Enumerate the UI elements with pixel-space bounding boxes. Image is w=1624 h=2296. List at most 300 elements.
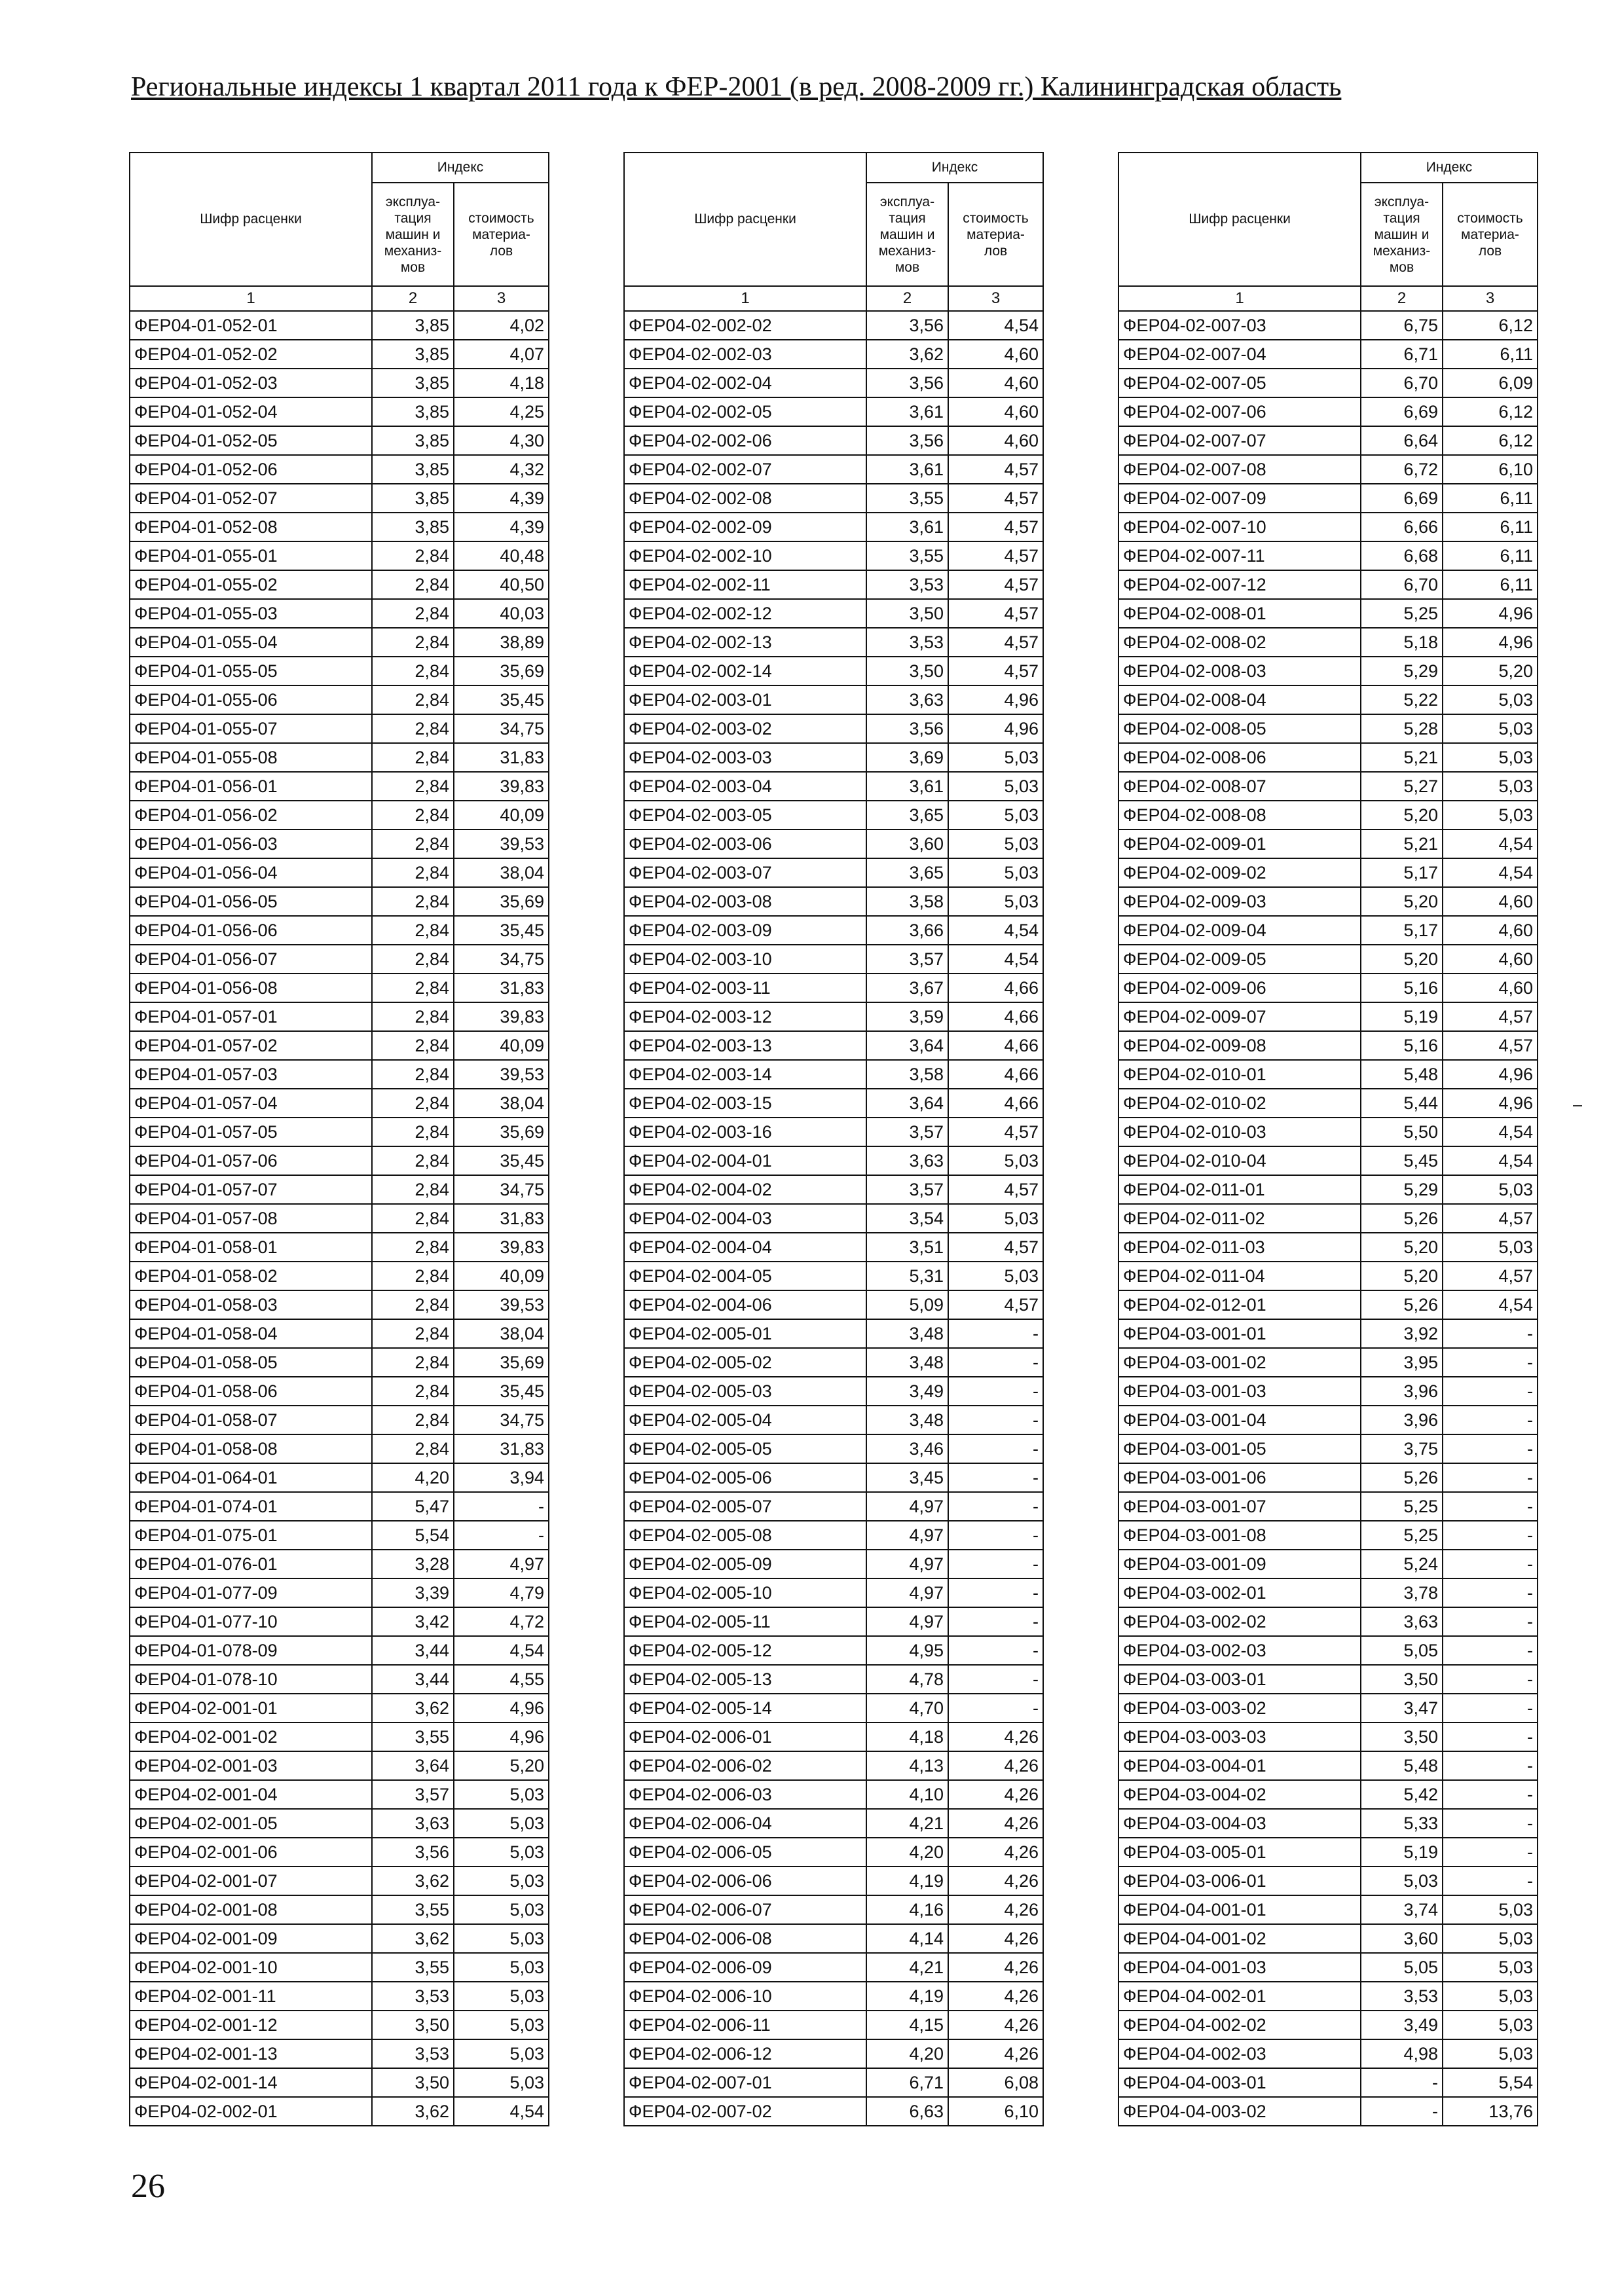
table-row	[624, 1089, 1043, 1118]
machines-index-cell: 3,56	[372, 1838, 454, 1867]
table-row	[624, 2068, 1043, 2097]
table-row	[624, 1463, 1043, 1492]
machines-index-cell: 3,61	[866, 513, 948, 541]
table-row	[1118, 1492, 1538, 1521]
table-row	[1118, 1895, 1538, 1924]
machines-column-header: эксплуа- тация машин и механиз- мов	[866, 183, 948, 286]
materials-index-cell: 4,55	[454, 1665, 549, 1694]
rate-code-cell: ФЕР04-03-001-07	[1118, 1492, 1361, 1521]
table-row	[624, 1780, 1043, 1809]
machines-index-cell: 3,56	[866, 369, 948, 397]
machines-index-cell: 4,98	[1361, 2039, 1443, 2068]
materials-index-cell: 39,53	[454, 829, 549, 858]
machines-index-cell: 2,84	[372, 974, 454, 1002]
rate-code-cell: ФЕР04-02-004-01	[624, 1146, 866, 1175]
rate-code-cell: ФЕР04-02-002-11	[624, 570, 866, 599]
rate-code-cell: ФЕР04-02-001-09	[130, 1924, 372, 1953]
table-row	[1118, 1002, 1538, 1031]
rate-code-cell: ФЕР04-02-007-06	[1118, 397, 1361, 426]
rate-code-cell: ФЕР04-02-009-08	[1118, 1031, 1361, 1060]
table-row	[130, 1377, 549, 1406]
table-row	[624, 1838, 1043, 1867]
machines-index-cell: 5,20	[1361, 887, 1443, 916]
table-row	[130, 1809, 549, 1838]
table-row	[624, 397, 1043, 426]
rate-code-cell: ФЕР04-02-002-05	[624, 397, 866, 426]
materials-index-cell: 5,03	[454, 1982, 549, 2011]
table-row	[130, 858, 549, 887]
machines-index-cell: 6,63	[866, 2097, 948, 2126]
machines-index-cell: 4,97	[866, 1578, 948, 1607]
materials-index-cell: 4,54	[948, 945, 1043, 974]
materials-index-cell: 4,54	[1443, 829, 1538, 858]
rate-code-cell: ФЕР04-03-001-06	[1118, 1463, 1361, 1492]
rate-code-cell: ФЕР04-01-052-01	[130, 311, 372, 340]
rate-code-cell: ФЕР04-02-006-04	[624, 1809, 866, 1838]
machines-index-cell: 2,84	[372, 1319, 454, 1348]
machines-index-cell: 3,39	[372, 1578, 454, 1607]
materials-index-cell: 4,54	[948, 311, 1043, 340]
rate-code-cell: ФЕР04-01-052-05	[130, 426, 372, 455]
materials-index-cell: 39,83	[454, 1233, 549, 1262]
materials-column-header: стоимость материа- лов	[454, 183, 549, 286]
table-row	[1118, 1118, 1538, 1146]
materials-index-cell: 3,94	[454, 1463, 549, 1492]
code-column-header: Шифр расценки	[1118, 153, 1361, 286]
materials-index-cell: 5,03	[454, 1809, 549, 1838]
rate-code-cell: ФЕР04-01-058-01	[130, 1233, 372, 1262]
rate-index-table-2	[623, 152, 1044, 2126]
machines-index-cell: 3,96	[1361, 1377, 1443, 1406]
table-row	[624, 1406, 1043, 1434]
rate-code-cell: ФЕР04-02-005-08	[624, 1521, 866, 1550]
materials-index-cell: -	[1443, 1665, 1538, 1694]
machines-index-cell: 3,85	[372, 484, 454, 513]
rate-code-cell: ФЕР04-03-002-01	[1118, 1578, 1361, 1607]
materials-index-cell: -	[1443, 1377, 1538, 1406]
rate-code-cell: ФЕР04-02-008-07	[1118, 772, 1361, 801]
materials-index-cell: -	[948, 1521, 1043, 1550]
rate-code-cell: ФЕР04-01-078-10	[130, 1665, 372, 1694]
machines-index-cell: 5,05	[1361, 1953, 1443, 1982]
rate-code-cell: ФЕР04-01-052-02	[130, 340, 372, 369]
table-row	[130, 1838, 549, 1867]
materials-index-cell: 40,09	[454, 1262, 549, 1290]
machines-index-cell: 3,44	[372, 1636, 454, 1665]
table-row	[624, 1290, 1043, 1319]
table-row	[1118, 1665, 1538, 1694]
materials-index-cell: -	[1443, 1434, 1538, 1463]
table-row	[624, 1982, 1043, 2011]
materials-index-cell: 4,54	[1443, 1290, 1538, 1319]
rate-code-cell: ФЕР04-04-002-03	[1118, 2039, 1361, 2068]
rate-code-cell: ФЕР04-01-056-06	[130, 916, 372, 945]
machines-index-cell: 3,48	[866, 1348, 948, 1377]
rate-code-cell: ФЕР04-02-007-02	[624, 2097, 866, 2126]
machines-index-cell: 5,22	[1361, 685, 1443, 714]
table-row	[1118, 1348, 1538, 1377]
machines-index-cell: 4,13	[866, 1751, 948, 1780]
materials-index-cell: 38,04	[454, 1089, 549, 1118]
machines-index-cell: 5,50	[1361, 1118, 1443, 1146]
materials-index-cell: 34,75	[454, 1406, 549, 1434]
machines-index-cell: 2,84	[372, 628, 454, 657]
materials-index-cell: -	[1443, 1578, 1538, 1607]
machines-index-cell: 3,55	[372, 1722, 454, 1751]
table-row	[130, 887, 549, 916]
materials-index-cell: 5,03	[454, 1838, 549, 1867]
machines-index-cell: 3,45	[866, 1463, 948, 1492]
machines-index-cell: 3,96	[1361, 1406, 1443, 1434]
rate-code-cell: ФЕР04-03-002-03	[1118, 1636, 1361, 1665]
table-row	[624, 1262, 1043, 1290]
table-row	[130, 1578, 549, 1607]
rate-code-cell: ФЕР04-02-005-01	[624, 1319, 866, 1348]
materials-index-cell: 4,57	[1443, 1002, 1538, 1031]
machines-index-cell: 3,61	[866, 772, 948, 801]
machines-index-cell: 5,17	[1361, 858, 1443, 887]
machines-index-cell: 4,19	[866, 1982, 948, 2011]
table-row	[130, 340, 549, 369]
materials-index-cell: 4,57	[1443, 1031, 1538, 1060]
table-row	[624, 801, 1043, 829]
materials-index-cell: -	[948, 1578, 1043, 1607]
machines-index-cell: 4,78	[866, 1665, 948, 1694]
materials-index-cell: 4,25	[454, 397, 549, 426]
machines-index-cell: 6,69	[1361, 484, 1443, 513]
materials-index-cell: -	[948, 1348, 1043, 1377]
table-row	[624, 311, 1043, 340]
table-row	[130, 311, 549, 340]
table-row	[130, 1233, 549, 1262]
rate-code-cell: ФЕР04-01-055-08	[130, 743, 372, 772]
rate-code-cell: ФЕР04-02-006-08	[624, 1924, 866, 1953]
rate-code-cell: ФЕР04-02-008-06	[1118, 743, 1361, 772]
machines-index-cell: 3,62	[372, 1924, 454, 1953]
materials-index-cell: 4,60	[1443, 945, 1538, 974]
machines-index-cell: 3,95	[1361, 1348, 1443, 1377]
machines-index-cell: 5,09	[866, 1290, 948, 1319]
rate-code-cell: ФЕР04-02-003-11	[624, 974, 866, 1002]
materials-index-cell: 13,76	[1443, 2097, 1538, 2126]
table-row	[130, 1607, 549, 1636]
table-row	[1118, 1780, 1538, 1809]
materials-index-cell: 4,57	[1443, 1262, 1538, 1290]
table-row	[624, 513, 1043, 541]
materials-index-cell: 5,03	[948, 772, 1043, 801]
machines-index-cell: 5,47	[372, 1492, 454, 1521]
table-row	[130, 714, 549, 743]
machines-index-cell: 3,47	[1361, 1694, 1443, 1722]
rate-code-cell: ФЕР04-03-003-03	[1118, 1722, 1361, 1751]
column-number: 3	[1443, 286, 1538, 311]
machines-index-cell: 3,55	[372, 1895, 454, 1924]
materials-index-cell: 5,03	[1443, 772, 1538, 801]
rate-code-cell: ФЕР04-01-055-03	[130, 599, 372, 628]
table-row	[130, 1492, 549, 1521]
machines-index-cell: 3,58	[866, 1060, 948, 1089]
machines-index-cell: -	[1361, 2068, 1443, 2097]
machines-index-cell: 5,29	[1361, 657, 1443, 685]
machines-index-cell: 4,97	[866, 1607, 948, 1636]
table-row	[624, 541, 1043, 570]
rate-code-cell: ФЕР04-01-055-05	[130, 657, 372, 685]
table-row	[1118, 1406, 1538, 1434]
materials-index-cell: 4,96	[1443, 599, 1538, 628]
table-row	[130, 455, 549, 484]
table-row	[1118, 2068, 1538, 2097]
table-row	[1118, 2097, 1538, 2126]
table-row	[624, 1607, 1043, 1636]
machines-index-cell: 5,20	[1361, 1262, 1443, 1290]
materials-index-cell: 4,66	[948, 974, 1043, 1002]
materials-index-cell: 5,03	[948, 743, 1043, 772]
machines-index-cell: 3,48	[866, 1406, 948, 1434]
machines-index-cell: 2,84	[372, 1002, 454, 1031]
table-row	[1118, 1982, 1538, 2011]
machines-index-cell: 3,50	[866, 657, 948, 685]
rate-code-cell: ФЕР04-02-005-14	[624, 1694, 866, 1722]
machines-index-cell: 5,27	[1361, 772, 1443, 801]
materials-index-cell: 4,96	[454, 1722, 549, 1751]
table-row	[1118, 397, 1538, 426]
materials-index-cell: 4,39	[454, 513, 549, 541]
rate-code-cell: ФЕР04-02-008-03	[1118, 657, 1361, 685]
rate-code-cell: ФЕР04-02-003-08	[624, 887, 866, 916]
materials-index-cell: 5,03	[948, 801, 1043, 829]
materials-index-cell: 5,03	[1443, 685, 1538, 714]
table-row	[1118, 1233, 1538, 1262]
materials-index-cell: 5,03	[1443, 1982, 1538, 2011]
materials-index-cell: 4,96	[454, 1694, 549, 1722]
rate-code-cell: ФЕР04-02-002-08	[624, 484, 866, 513]
materials-index-cell: 4,26	[948, 1722, 1043, 1751]
materials-index-cell: 4,97	[454, 1550, 549, 1578]
table-row	[624, 1060, 1043, 1089]
rate-code-cell: ФЕР04-02-011-02	[1118, 1204, 1361, 1233]
table-row	[130, 1319, 549, 1348]
rate-code-cell: ФЕР04-01-056-08	[130, 974, 372, 1002]
materials-index-cell: 4,57	[948, 599, 1043, 628]
table-row	[1118, 1463, 1538, 1492]
rate-code-cell: ФЕР04-02-002-13	[624, 628, 866, 657]
rate-code-cell: ФЕР04-02-011-01	[1118, 1175, 1361, 1204]
rate-code-cell: ФЕР04-02-002-07	[624, 455, 866, 484]
materials-index-cell: 40,09	[454, 1031, 549, 1060]
rate-code-cell: ФЕР04-02-008-08	[1118, 801, 1361, 829]
rate-code-cell: ФЕР04-02-003-07	[624, 858, 866, 887]
materials-index-cell: 4,57	[1443, 1204, 1538, 1233]
materials-index-cell: -	[1443, 1636, 1538, 1665]
materials-index-cell: 39,83	[454, 772, 549, 801]
materials-index-cell: 6,12	[1443, 311, 1538, 340]
rate-code-cell: ФЕР04-03-001-02	[1118, 1348, 1361, 1377]
materials-index-cell: 4,26	[948, 1924, 1043, 1953]
table-row	[130, 1434, 549, 1463]
materials-index-cell: 4,39	[454, 484, 549, 513]
machines-index-cell: 3,48	[866, 1319, 948, 1348]
machines-index-cell: 2,84	[372, 599, 454, 628]
table-row	[624, 1953, 1043, 1982]
machines-index-cell: 4,10	[866, 1780, 948, 1809]
rate-code-cell: ФЕР04-01-052-04	[130, 397, 372, 426]
rate-code-cell: ФЕР04-02-010-03	[1118, 1118, 1361, 1146]
rate-code-cell: ФЕР04-02-006-10	[624, 1982, 866, 2011]
rate-code-cell: ФЕР04-02-002-04	[624, 369, 866, 397]
machines-index-cell: 3,74	[1361, 1895, 1443, 1924]
rate-code-cell: ФЕР04-02-004-03	[624, 1204, 866, 1233]
materials-column-header: стоимость материа- лов	[948, 183, 1043, 286]
rate-code-cell: ФЕР04-01-058-07	[130, 1406, 372, 1434]
code-column-header: Шифр расценки	[130, 153, 372, 286]
materials-index-cell: 4,57	[948, 455, 1043, 484]
table-row	[624, 1002, 1043, 1031]
rate-code-cell: ФЕР04-03-003-02	[1118, 1694, 1361, 1722]
machines-index-cell: 2,84	[372, 1118, 454, 1146]
materials-index-cell: -	[1443, 1550, 1538, 1578]
materials-index-cell: 4,26	[948, 1751, 1043, 1780]
materials-index-cell: 40,50	[454, 570, 549, 599]
machines-index-cell: 2,84	[372, 916, 454, 945]
machines-index-cell: 5,20	[1361, 945, 1443, 974]
table-row	[624, 1636, 1043, 1665]
rate-code-cell: ФЕР04-01-077-10	[130, 1607, 372, 1636]
table-row	[1118, 1290, 1538, 1319]
materials-index-cell: 5,03	[1443, 1924, 1538, 1953]
table-row	[1118, 1521, 1538, 1550]
table-row	[1118, 1722, 1538, 1751]
materials-index-cell: -	[948, 1694, 1043, 1722]
table-row	[1118, 1924, 1538, 1953]
machines-index-cell: 3,57	[866, 1118, 948, 1146]
machines-index-cell: 3,46	[866, 1434, 948, 1463]
materials-index-cell: 34,75	[454, 945, 549, 974]
table-row	[130, 2039, 549, 2068]
table-row	[624, 1867, 1043, 1895]
rate-code-cell: ФЕР04-01-056-01	[130, 772, 372, 801]
machines-index-cell: 2,84	[372, 685, 454, 714]
materials-index-cell: 5,03	[454, 1924, 549, 1953]
materials-index-cell: -	[1443, 1492, 1538, 1521]
machines-index-cell: 3,64	[866, 1031, 948, 1060]
materials-index-cell: 35,45	[454, 916, 549, 945]
machines-index-cell: 3,53	[866, 628, 948, 657]
table-row	[1118, 1636, 1538, 1665]
materials-index-cell: 34,75	[454, 1175, 549, 1204]
table-row	[130, 1521, 549, 1550]
rate-code-cell: ФЕР04-02-007-08	[1118, 455, 1361, 484]
rate-code-cell: ФЕР04-02-009-06	[1118, 974, 1361, 1002]
table-row	[130, 628, 549, 657]
machines-index-cell: 3,66	[866, 916, 948, 945]
table-row	[624, 369, 1043, 397]
materials-index-cell: -	[1443, 1348, 1538, 1377]
materials-index-cell: 4,26	[948, 2011, 1043, 2039]
materials-index-cell: 4,26	[948, 1953, 1043, 1982]
table-row	[624, 1665, 1043, 1694]
machines-index-cell: 5,20	[1361, 1233, 1443, 1262]
table-row	[130, 657, 549, 685]
rate-code-cell: ФЕР04-02-001-06	[130, 1838, 372, 1867]
machines-index-cell: 5,26	[1361, 1290, 1443, 1319]
rate-code-cell: ФЕР04-01-057-05	[130, 1118, 372, 1146]
machines-index-cell: 2,84	[372, 772, 454, 801]
materials-index-cell: 5,03	[1443, 1175, 1538, 1204]
table-row	[624, 743, 1043, 772]
rate-code-cell: ФЕР04-03-002-02	[1118, 1607, 1361, 1636]
machines-index-cell: 3,49	[1361, 2011, 1443, 2039]
materials-index-cell: -	[948, 1434, 1043, 1463]
table-row	[130, 2068, 549, 2097]
rate-code-cell: ФЕР04-01-057-08	[130, 1204, 372, 1233]
table-row	[1118, 743, 1538, 772]
table-row	[624, 657, 1043, 685]
rate-code-cell: ФЕР04-02-008-05	[1118, 714, 1361, 743]
rate-code-cell: ФЕР04-02-010-04	[1118, 1146, 1361, 1175]
rate-code-cell: ФЕР04-01-057-01	[130, 1002, 372, 1031]
materials-index-cell: 35,45	[454, 1377, 549, 1406]
machines-index-cell: 3,55	[866, 541, 948, 570]
machines-index-cell: 5,18	[1361, 628, 1443, 657]
machines-index-cell: 6,70	[1361, 369, 1443, 397]
rate-code-cell: ФЕР04-02-005-07	[624, 1492, 866, 1521]
machines-index-cell: 3,50	[1361, 1722, 1443, 1751]
rate-code-cell: ФЕР04-01-055-02	[130, 570, 372, 599]
materials-index-cell: 39,53	[454, 1060, 549, 1089]
materials-index-cell: -	[948, 1463, 1043, 1492]
materials-index-cell: 5,03	[454, 2039, 549, 2068]
machines-index-cell: 3,65	[866, 858, 948, 887]
rate-code-cell: ФЕР04-02-003-10	[624, 945, 866, 974]
rate-code-cell: ФЕР04-01-058-04	[130, 1319, 372, 1348]
machines-index-cell: 3,61	[866, 397, 948, 426]
materials-index-cell: 4,54	[1443, 1146, 1538, 1175]
machines-index-cell: 5,54	[372, 1521, 454, 1550]
table-row	[624, 1204, 1043, 1233]
rate-code-cell: ФЕР04-02-002-10	[624, 541, 866, 570]
table-row	[130, 772, 549, 801]
machines-index-cell: 3,54	[866, 1204, 948, 1233]
machines-index-cell: 3,69	[866, 743, 948, 772]
machines-index-cell: 3,53	[372, 1982, 454, 2011]
materials-index-cell: 4,26	[948, 1982, 1043, 2011]
materials-index-cell: 4,60	[1443, 916, 1538, 945]
materials-index-cell: 5,20	[454, 1751, 549, 1780]
rate-code-cell: ФЕР04-04-001-03	[1118, 1953, 1361, 1982]
rate-code-cell: ФЕР04-02-009-02	[1118, 858, 1361, 887]
rate-code-cell: ФЕР04-02-009-01	[1118, 829, 1361, 858]
materials-index-cell: 4,54	[948, 916, 1043, 945]
materials-index-cell: -	[1443, 1607, 1538, 1636]
rate-code-cell: ФЕР04-01-057-07	[130, 1175, 372, 1204]
table-row	[624, 2097, 1043, 2126]
rate-code-cell: ФЕР04-02-003-15	[624, 1089, 866, 1118]
rate-code-cell: ФЕР04-02-001-12	[130, 2011, 372, 2039]
materials-index-cell: 4,96	[1443, 1089, 1538, 1118]
table-row	[130, 945, 549, 974]
rate-code-cell: ФЕР04-01-058-05	[130, 1348, 372, 1377]
machines-index-cell: 2,84	[372, 1089, 454, 1118]
machines-index-cell: 5,42	[1361, 1780, 1443, 1809]
machines-index-cell: 3,64	[866, 1089, 948, 1118]
materials-index-cell: 5,03	[948, 1262, 1043, 1290]
materials-index-cell: 4,66	[948, 1060, 1043, 1089]
table-row	[1118, 1377, 1538, 1406]
rate-code-cell: ФЕР04-04-001-01	[1118, 1895, 1361, 1924]
rate-code-cell: ФЕР04-02-005-02	[624, 1348, 866, 1377]
machines-index-cell: 3,56	[866, 714, 948, 743]
table-row	[130, 685, 549, 714]
